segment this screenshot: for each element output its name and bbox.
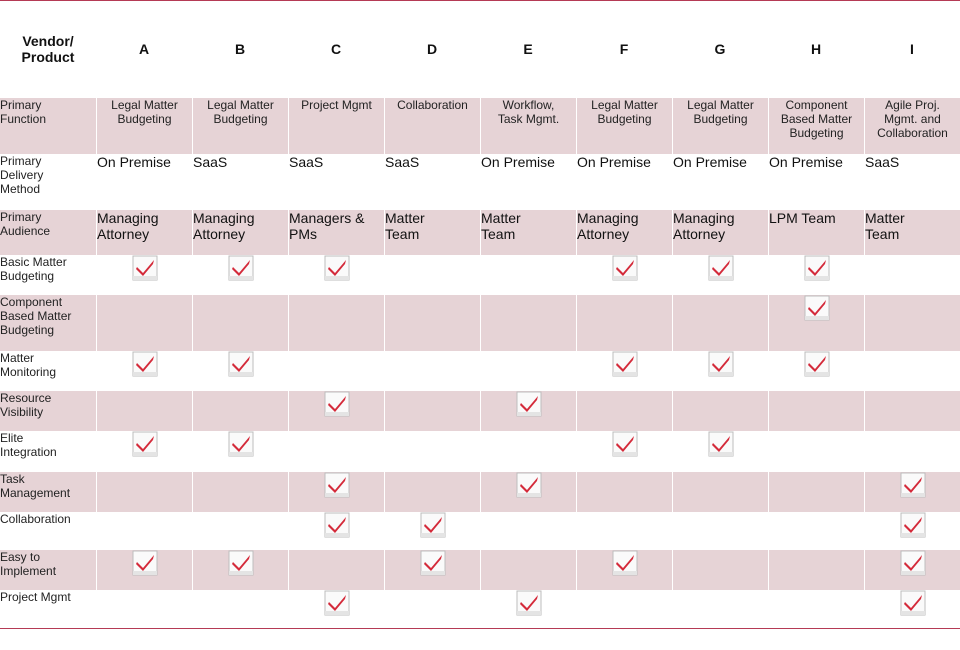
- checkmark-icon: [420, 512, 446, 538]
- function-cell: Legal Matter Budgeting: [192, 98, 288, 154]
- feature-label: [0, 590, 96, 628]
- feature-cell: [576, 431, 672, 472]
- audience-cell: Managers & PMs: [288, 210, 384, 255]
- feature-label-line: Collaboration: [0, 512, 71, 526]
- feature-cell: [96, 295, 192, 351]
- row-label-line: Function: [0, 112, 47, 126]
- checkmark-icon: [324, 512, 350, 538]
- feature-cell: [768, 472, 864, 512]
- feature-cell: [576, 255, 672, 295]
- vendor-header: B: [234, 41, 246, 57]
- feature-cell: [192, 295, 288, 351]
- feature-cell: [768, 255, 864, 295]
- checkmark-icon: [612, 255, 638, 281]
- feature-cell: [384, 550, 480, 590]
- feature-cell: [576, 590, 672, 628]
- feature-cell: [288, 590, 384, 628]
- checkmark-icon: [900, 512, 926, 538]
- feature-cell: [576, 550, 672, 590]
- header-row: [0, 0, 960, 98]
- vendor-header: G: [714, 41, 726, 57]
- audience-cell: Managing Attorney: [96, 210, 192, 255]
- feature-cell: [768, 391, 864, 431]
- feature-cell: [480, 472, 576, 512]
- checkmark-icon: [324, 255, 350, 281]
- feature-label: [0, 255, 96, 295]
- primary-function-row: [0, 98, 960, 154]
- delivery-cell: On Premise: [480, 154, 576, 210]
- audience-cell: Matter Team: [480, 210, 576, 255]
- feature-cell: [96, 255, 192, 295]
- feature-cell: [672, 255, 768, 295]
- feature-cell: [288, 431, 384, 472]
- feature-label-line: Task: [0, 472, 25, 486]
- feature-cell: [96, 351, 192, 391]
- feature-label-line: Easy to: [0, 550, 41, 564]
- checkmark-icon: [228, 431, 254, 457]
- function-cell: Agile Proj. Mgmt. and Collaboration: [864, 98, 960, 154]
- checkmark-icon: [804, 255, 830, 281]
- feature-cell: [576, 351, 672, 391]
- feature-cell: [96, 472, 192, 512]
- feature-cell: [864, 590, 960, 628]
- row-label-line: Primary: [0, 154, 42, 168]
- audience-cell: Managing Attorney: [576, 210, 672, 255]
- feature-cell: [768, 295, 864, 351]
- feature-cell: [864, 512, 960, 550]
- checkmark-icon: [132, 431, 158, 457]
- audience-cell: Matter Team: [384, 210, 480, 255]
- vendor-header: E: [523, 41, 533, 57]
- feature-label-line: Budgeting: [0, 269, 55, 283]
- vendor-header: H: [810, 41, 822, 57]
- checkmark-icon: [804, 351, 830, 377]
- feature-cell: [768, 590, 864, 628]
- feature-cell: [864, 255, 960, 295]
- feature-cell: [576, 512, 672, 550]
- checkmark-icon: [420, 550, 446, 576]
- feature-cell: [288, 550, 384, 590]
- feature-cell: [192, 391, 288, 431]
- feature-cell: [384, 472, 480, 512]
- checkmark-icon: [228, 255, 254, 281]
- feature-label-line: Budgeting: [0, 323, 55, 337]
- checkmark-icon: [516, 472, 542, 498]
- feature-cell: [192, 590, 288, 628]
- feature-label-line: Elite: [0, 431, 24, 445]
- feature-cell: [864, 391, 960, 431]
- feature-cell: [864, 351, 960, 391]
- feature-cell: [672, 295, 768, 351]
- function-cell: Legal Matter Budgeting: [576, 98, 672, 154]
- feature-cell: [288, 295, 384, 351]
- corner-line-1: Vendor/: [22, 33, 74, 49]
- feature-label-line: Visibility: [0, 405, 44, 419]
- feature-cell: [672, 431, 768, 472]
- feature-cell: [672, 512, 768, 550]
- feature-cell: [768, 512, 864, 550]
- checkmark-icon: [708, 255, 734, 281]
- feature-row: [0, 431, 960, 472]
- checkmark-icon: [324, 391, 350, 417]
- feature-cell: [288, 255, 384, 295]
- vendor-header: F: [619, 41, 629, 57]
- feature-label: [0, 295, 96, 351]
- feature-cell: [672, 590, 768, 628]
- feature-cell: [192, 351, 288, 391]
- feature-cell: [384, 391, 480, 431]
- delivery-cell: SaaS: [384, 154, 480, 210]
- feature-cell: [96, 391, 192, 431]
- feature-cell: [384, 295, 480, 351]
- checkmark-icon: [612, 431, 638, 457]
- feature-cell: [192, 512, 288, 550]
- feature-cell: [672, 391, 768, 431]
- primary-audience-row: [0, 210, 960, 255]
- feature-cell: [768, 431, 864, 472]
- feature-cell: [384, 512, 480, 550]
- feature-cell: [192, 472, 288, 512]
- feature-row: [0, 255, 960, 295]
- feature-row: [0, 295, 960, 351]
- checkmark-icon: [324, 472, 350, 498]
- delivery-cell: SaaS: [192, 154, 288, 210]
- delivery-cell: SaaS: [864, 154, 960, 210]
- feature-label: [0, 391, 96, 431]
- feature-cell: [96, 550, 192, 590]
- feature-row: [0, 351, 960, 391]
- checkmark-icon: [228, 351, 254, 377]
- feature-label: [0, 351, 96, 391]
- feature-cell: [384, 431, 480, 472]
- feature-cell: [480, 255, 576, 295]
- feature-cell: [96, 431, 192, 472]
- row-label-line: Method: [0, 182, 41, 196]
- checkmark-icon: [804, 295, 830, 321]
- row-label: [0, 210, 96, 255]
- checkmark-icon: [516, 590, 542, 616]
- checkmark-icon: [132, 351, 158, 377]
- feature-cell: [768, 351, 864, 391]
- checkmark-icon: [228, 550, 254, 576]
- feature-label: [0, 512, 96, 550]
- checkmark-icon: [900, 590, 926, 616]
- feature-cell: [576, 295, 672, 351]
- feature-cell: [480, 431, 576, 472]
- delivery-cell: On Premise: [96, 154, 192, 210]
- checkmark-icon: [132, 255, 158, 281]
- feature-row: [0, 590, 960, 628]
- feature-label-line: Management: [0, 486, 71, 500]
- feature-label: [0, 550, 96, 590]
- vendor-header: I: [910, 41, 914, 57]
- feature-cell: [672, 351, 768, 391]
- feature-cell: [192, 550, 288, 590]
- feature-cell: [384, 255, 480, 295]
- feature-label: [0, 472, 96, 512]
- feature-cell: [480, 295, 576, 351]
- row-label-line: Primary: [0, 98, 42, 112]
- function-cell: Component Based Matter Budgeting: [768, 98, 864, 154]
- feature-label-line: Resource: [0, 391, 52, 405]
- checkmark-icon: [612, 550, 638, 576]
- feature-label-line: Integration: [0, 445, 57, 459]
- checkmark-icon: [708, 351, 734, 377]
- feature-cell: [192, 255, 288, 295]
- feature-cell: [576, 391, 672, 431]
- audience-cell: LPM Team: [768, 210, 864, 255]
- row-label: [0, 154, 96, 210]
- feature-label-line: Project Mgmt: [0, 590, 71, 604]
- feature-cell: [480, 590, 576, 628]
- vendor-header: C: [330, 41, 342, 57]
- feature-cell: [864, 472, 960, 512]
- feature-cell: [384, 351, 480, 391]
- feature-cell: [864, 431, 960, 472]
- checkmark-icon: [132, 550, 158, 576]
- vendor-header: D: [426, 41, 438, 57]
- feature-cell: [384, 590, 480, 628]
- feature-cell: [288, 512, 384, 550]
- checkmark-icon: [612, 351, 638, 377]
- checkmark-icon: [516, 391, 542, 417]
- feature-cell: [480, 550, 576, 590]
- feature-cell: [576, 472, 672, 512]
- checkmark-icon: [900, 472, 926, 498]
- feature-label-line: Implement: [0, 564, 57, 578]
- primary-delivery-row: [0, 154, 960, 210]
- audience-cell: Matter Team: [864, 210, 960, 255]
- feature-cell: [672, 472, 768, 512]
- row-label-line: Audience: [0, 224, 51, 238]
- feature-cell: [672, 550, 768, 590]
- corner-line-2: Product: [21, 49, 75, 65]
- feature-cell: [288, 351, 384, 391]
- feature-label-line: Based Matter: [0, 309, 72, 323]
- delivery-cell: SaaS: [288, 154, 384, 210]
- checkmark-icon: [324, 590, 350, 616]
- feature-cell: [864, 295, 960, 351]
- function-cell: Legal Matter Budgeting: [672, 98, 768, 154]
- feature-cell: [96, 512, 192, 550]
- checkmark-icon: [900, 550, 926, 576]
- delivery-cell: On Premise: [672, 154, 768, 210]
- feature-row: [0, 472, 960, 512]
- feature-cell: [768, 550, 864, 590]
- vendor-product-header: [0, 0, 96, 98]
- feature-cell: [480, 512, 576, 550]
- feature-label-line: Monitoring: [0, 365, 57, 379]
- row-label: [0, 98, 96, 154]
- feature-cell: [480, 351, 576, 391]
- function-cell: Workflow, Task Mgmt.: [480, 98, 576, 154]
- delivery-cell: On Premise: [768, 154, 864, 210]
- function-cell: Project Mgmt: [288, 98, 384, 154]
- feature-label-line: Matter: [0, 351, 35, 365]
- feature-cell: [96, 590, 192, 628]
- feature-cell: [192, 431, 288, 472]
- feature-cell: [864, 550, 960, 590]
- feature-cell: [288, 391, 384, 431]
- feature-label-line: Component: [0, 295, 63, 309]
- feature-label-line: Basic Matter: [0, 255, 67, 269]
- feature-row: [0, 550, 960, 590]
- audience-cell: Managing Attorney: [672, 210, 768, 255]
- feature-row: [0, 391, 960, 431]
- function-cell: Legal Matter Budgeting: [96, 98, 192, 154]
- function-cell: Collaboration: [384, 98, 480, 154]
- row-label-line: Delivery: [0, 168, 44, 182]
- delivery-cell: On Premise: [576, 154, 672, 210]
- feature-cell: [480, 391, 576, 431]
- bottom-rule: [0, 628, 960, 629]
- audience-cell: Managing Attorney: [192, 210, 288, 255]
- checkmark-icon: [708, 431, 734, 457]
- feature-row: [0, 512, 960, 550]
- feature-cell: [288, 472, 384, 512]
- row-label-line: Primary: [0, 210, 42, 224]
- feature-label: [0, 431, 96, 472]
- vendor-header: A: [138, 41, 150, 57]
